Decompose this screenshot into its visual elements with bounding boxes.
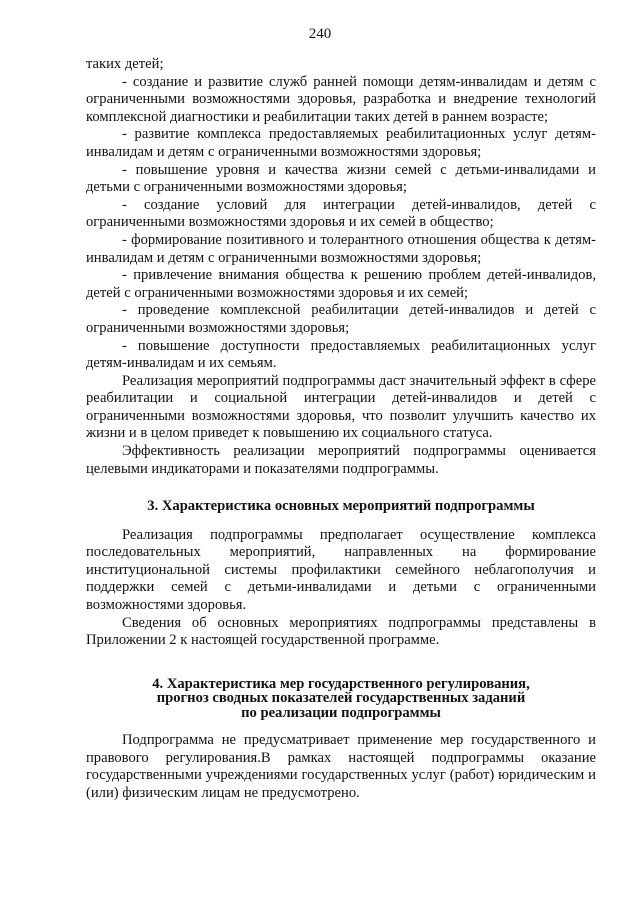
section-3-paragraph: Сведения об основных мероприятиях подпрограммы представлены в Приложении 2 к настоящей государственной программе. [86, 614, 596, 649]
list-item: - повышение уровня и качества жизни семей с детьми-инвалидами и детьми с ограниченными возможностями здоровья; [86, 161, 596, 196]
page-number: 240 [308, 26, 332, 42]
section-3-heading: 3. Характеристика основных мероприятий подпрограммы [147, 498, 535, 515]
section-4-heading-line: 4. Характеристика мер государственного регулирования, [152, 675, 530, 692]
intro-text: таких детей; [86, 56, 164, 72]
list-item: - проведение комплексной реабилитации детей-инвалидов и детей с ограниченными возможностями здоровья; [86, 302, 596, 336]
efficiency-paragraph: Эффективность реализации мероприятий подпрограммы оценивается целевыми индикаторами и показателями подпрограммы. [86, 443, 596, 477]
list-item: - создание и развитие служб ранней помощи детям-инвалидам и детям с ограниченными возможностями здоровья, разработка и внедрение технологий комплексной диагностики и реабилитации таких детей в раннем возрасте; [86, 73, 596, 125]
section-4-heading-line: по реализации подпрограммы [241, 704, 441, 721]
section-3-paragraph: Реализация подпрограммы предполагает осуществление комплекса последовательных мероприятий, направленных на формирование институциональной системы профилактики семейного неблагополучия и поддержки семей с детьми-инвалидами и детьми с ограниченными возможностями здоровья. [86, 526, 596, 614]
list-item: - повышение доступности предоставляемых реабилитационных услуг детям-инвалидам и их семьям. [86, 337, 596, 372]
section-4-heading [86, 677, 596, 720]
effect-paragraph: Реализация мероприятий подпрограммы даст значительный эффект в сфере реабилитации и социальной интеграции детей-инвалидов и детей с ограниченными возможностями здоровья, что позволит улучшить качество их жизни и в целом приведет к повышению их социального статуса. [86, 372, 596, 442]
list-item: - привлечение внимания общества к решению проблем детей-инвалидов, детей с ограниченными возможностями здоровья и их семей; [86, 267, 596, 301]
section-4-paragraph: Подпрограмма не предусматривает применение мер государственного и правового регулирования.В рамках настоящей подпрограммы оказание государственными учреждениями государственных услуг (работ) юридическим и (или) физическим лицам не предусмотрено. [86, 732, 596, 801]
list-item: - создание условий для интеграции детей-инвалидов, детей с ограниченными возможностями здоровья и их семей в общество; [86, 196, 596, 231]
section-4-heading-line: прогноз сводных показателей государственных заданий [156, 690, 526, 707]
list-item: - развитие комплекса предоставляемых реабилитационных услуг детям-инвалидам и детям с ограниченными возможностями здоровья; [86, 126, 596, 160]
list-item: - формирование позитивного и толерантного отношения общества к детям-инвалидам и детям с ограниченными возможностями здоровья; [86, 231, 596, 266]
page-content [86, 56, 596, 802]
